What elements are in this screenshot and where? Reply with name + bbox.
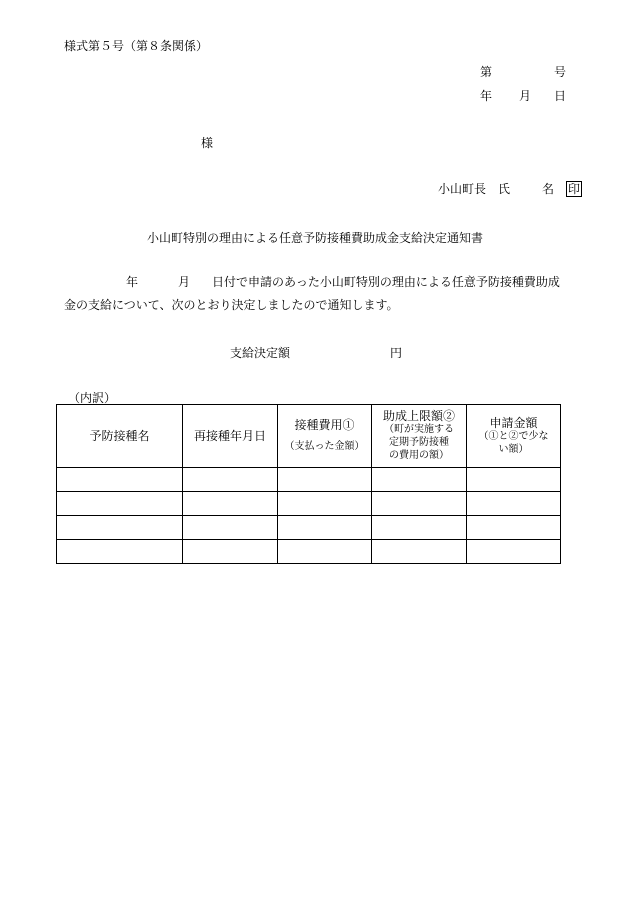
- table-cell[interactable]: [57, 468, 183, 492]
- table-cell[interactable]: [278, 468, 372, 492]
- table-cell[interactable]: [183, 516, 278, 540]
- table-cell[interactable]: [278, 492, 372, 516]
- table-cell[interactable]: [278, 516, 372, 540]
- table-cell[interactable]: [467, 468, 561, 492]
- header-requested: [467, 405, 561, 468]
- amount-unit: 円: [390, 346, 403, 360]
- date-month: 月: [519, 89, 532, 103]
- approved-amount: [230, 344, 402, 361]
- table-row: [57, 492, 561, 516]
- addressee-suffix: 様: [201, 136, 214, 150]
- table-cell[interactable]: [372, 516, 467, 540]
- table-cell[interactable]: [183, 492, 278, 516]
- table-row: [57, 468, 561, 492]
- header-cost: [278, 405, 372, 468]
- seal-mark: 印: [568, 182, 581, 196]
- body-year: 年: [126, 275, 139, 289]
- issuer-name-label: 氏 名: [498, 182, 565, 196]
- body-line-1: [126, 273, 560, 290]
- breakdown-table: [56, 404, 561, 564]
- body-line-1-text: 日付で申請のあった小山町特別の理由による任意予防接種費助成: [212, 275, 560, 289]
- header-cost-label: 接種費用①: [294, 418, 355, 432]
- body-month: 月: [178, 275, 191, 289]
- table-cell[interactable]: [183, 468, 278, 492]
- doc-number-suffix: 号: [553, 65, 566, 79]
- table-row: [57, 516, 561, 540]
- header-requested-label: 申請金額: [489, 415, 538, 430]
- breakdown-label: （内訳）: [68, 391, 117, 405]
- amount-label: 支給決定額: [230, 346, 291, 360]
- body-line-2: 金の支給について、次のとおり決定しましたので通知します。: [64, 298, 399, 312]
- table-cell[interactable]: [467, 492, 561, 516]
- document-title: 小山町特別の理由による任意予防接種費助成金支給決定通知書: [146, 231, 483, 245]
- table-cell[interactable]: [183, 540, 278, 564]
- table-cell[interactable]: [467, 516, 561, 540]
- issuer-title: 小山町長: [438, 182, 487, 196]
- table-row: [57, 540, 561, 564]
- header-cost-note: （支払った金額）: [284, 441, 365, 452]
- table-cell[interactable]: [372, 468, 467, 492]
- issuer: [438, 180, 582, 197]
- header-limit-label: 助成上限額②: [382, 409, 455, 423]
- table-cell[interactable]: [467, 540, 561, 564]
- header-limit-note: （町が実施する 定期予防接種 の費用の額）: [384, 424, 454, 461]
- date-year: 年: [480, 89, 493, 103]
- table-cell[interactable]: [372, 540, 467, 564]
- table-cell[interactable]: [372, 492, 467, 516]
- table-header-row: [57, 405, 561, 468]
- date-day: 日: [553, 89, 566, 103]
- header-vaccine-name: 予防接種名: [57, 405, 183, 468]
- form-label: 様式第５号（第８条関係）: [64, 39, 209, 53]
- header-requested-note: （①と②で少な い額）: [478, 430, 549, 455]
- table-cell[interactable]: [278, 540, 372, 564]
- doc-number-prefix: 第: [480, 65, 493, 79]
- header-limit: [372, 405, 467, 468]
- table-cell[interactable]: [57, 516, 183, 540]
- table-cell[interactable]: [57, 540, 183, 564]
- header-revaccination-date: 再接種年月日: [183, 405, 278, 468]
- table-cell[interactable]: [57, 492, 183, 516]
